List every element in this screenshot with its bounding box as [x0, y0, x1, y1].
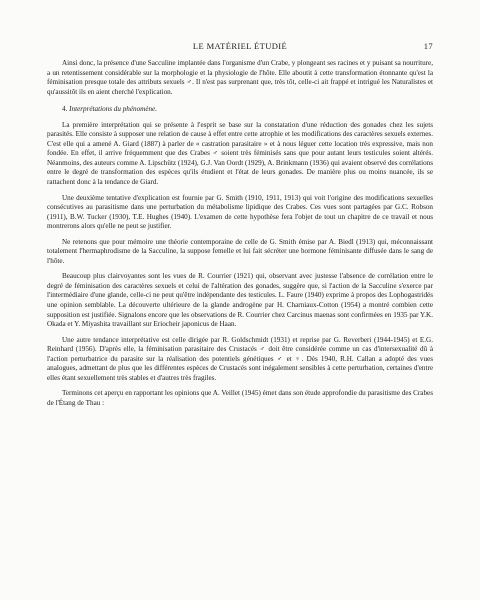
paragraph: Une autre tendance interprétative est celle dirigée par R. Goldschmidt (1931) et reprise par G. Reverberi (1944-1945) et E.G. Reinhard (1956). D'après elle, la féminisation parasitaire des Crustacés ♂ doit être considérée comme un cas d'intersexualité dû à l'action perturbatrice du parasite sur la réalisation des potentiels génétiques ♂ et ♀. Dès 1940, R.H. Callan a adopté des vues analogues, admettant de plus que les différentes espèces de Crustacés sont inégalement sensibles à cette perturbation, certaines d'entre elles étant sexuellement très stables et d'autres très fragiles.: [47, 335, 433, 382]
page-header: [47, 41, 433, 53]
section-title: Interprétations du phénomène.: [69, 105, 158, 114]
intro-paragraph: Ainsi donc, la présence d'une Sacculine implantée dans l'organisme d'un Crabe, y plongeant ses racines et y puisant sa nourriture, a un retentissement considérable sur la morphologie et la physiologie de l'hôte. Elle aboutit à cette transformation étonnante qu'est la féminisation presque totale des attributs sexuels ♂. Il n'est pas surprenant que, très tôt, celle-ci ait frappé et intrigué les Naturalistes et qu'aussitôt ils en aient cherché l'explication.: [47, 59, 433, 96]
paragraph: La première interprétation qui se présente à l'esprit se base sur la constatation d'une réduction des gonades chez les sujets parasités. Elle consiste à supposer une relation de cause à effet entre cette atrophie et les modifications des caractères sexuels externes. C'est elle qui a amené A. Giard (1887) à parler de « castration parasitaire » et à nous léguer cette location très expressive, mais non fondée. En effet, il arrive fréquemment que des Crabes ♂ soient très féminisés sans que pour autant leurs testicules soient altérés. Néanmoins, des auteurs comme A. Lipschütz (1924), G.J. Van Oordt (1929), A. Brinkmann (1936) qui avaient observé des corrélations entre le degré de transformation des espèces qu'ils étudient et l'état de leurs gonades. De manière plus ou moins nuancée, ils se rattachent donc à la tendance de Giard.: [47, 120, 433, 187]
running-title: LE MATÉRIEL ÉTUDIÉ: [192, 41, 288, 51]
paragraph: Ne retenons que pour mémoire une théorie contemporaine de celle de G. Smith émise par A. Biedl (1913) qui, méconnaissant totalement l'hermaphrodisme de la Sacculine, la suppose femelle et lui fait sécréter une hormone féminisante diffusée dans le sang de l'hôte.: [47, 237, 433, 265]
paragraph: Une deuxième tentative d'explication est fournie par G. Smith (1910, 1911, 1913) qui voit l'origine des modifications sexuelles consécutives au parasitisme dans une perturbation du métabolisme lipidique des Crabes. Ces vues sont partagées par G.C. Robson (1911), B.W. Tucker (1930), T.E. Hughes (1940). L'examen de cette hypothèse fera l'objet de tout un chapitre de ce travail et nous montrerons alors qu'elle ne peut se justifier.: [47, 193, 433, 231]
paragraph: Beaucoup plus clairvoyantes sont les vues de R. Courrier (1921) qui, observant avec justesse l'absence de corrélation entre le degré de féminisation des caractères sexuels et celui de l'altération des gonades, suggère que, si l'action de la Sacculine s'exerce par l'intermédiaire d'une glande, celle-ci ne peut qu'être indépendante des testicules. L. Faure (1940) exprime à propos des Lophogastridés une opinion semblable. La découverte ultérieure de la glande androgène par H. Charniaux-Cotton (1954) a montré combien cette supposition est justifiée. Signalons encore que les observations de R. Courrier chez Carcinus maenas sont confirmées en 1935 par Y.K. Okada et Y. Miyashita travaillant sur Eriocheir japonicus de Haan.: [47, 272, 433, 329]
section-heading: [47, 105, 433, 115]
page-number: 17: [423, 41, 433, 51]
paragraph: Terminons cet aperçu en rapportant les opinions que A. Veillet (1945) émet dans son étude approfondie du parasitisme des Crabes de l'Étang de Thau :: [47, 389, 433, 407]
page-body: [47, 59, 433, 415]
section-number: 4.: [62, 105, 68, 114]
